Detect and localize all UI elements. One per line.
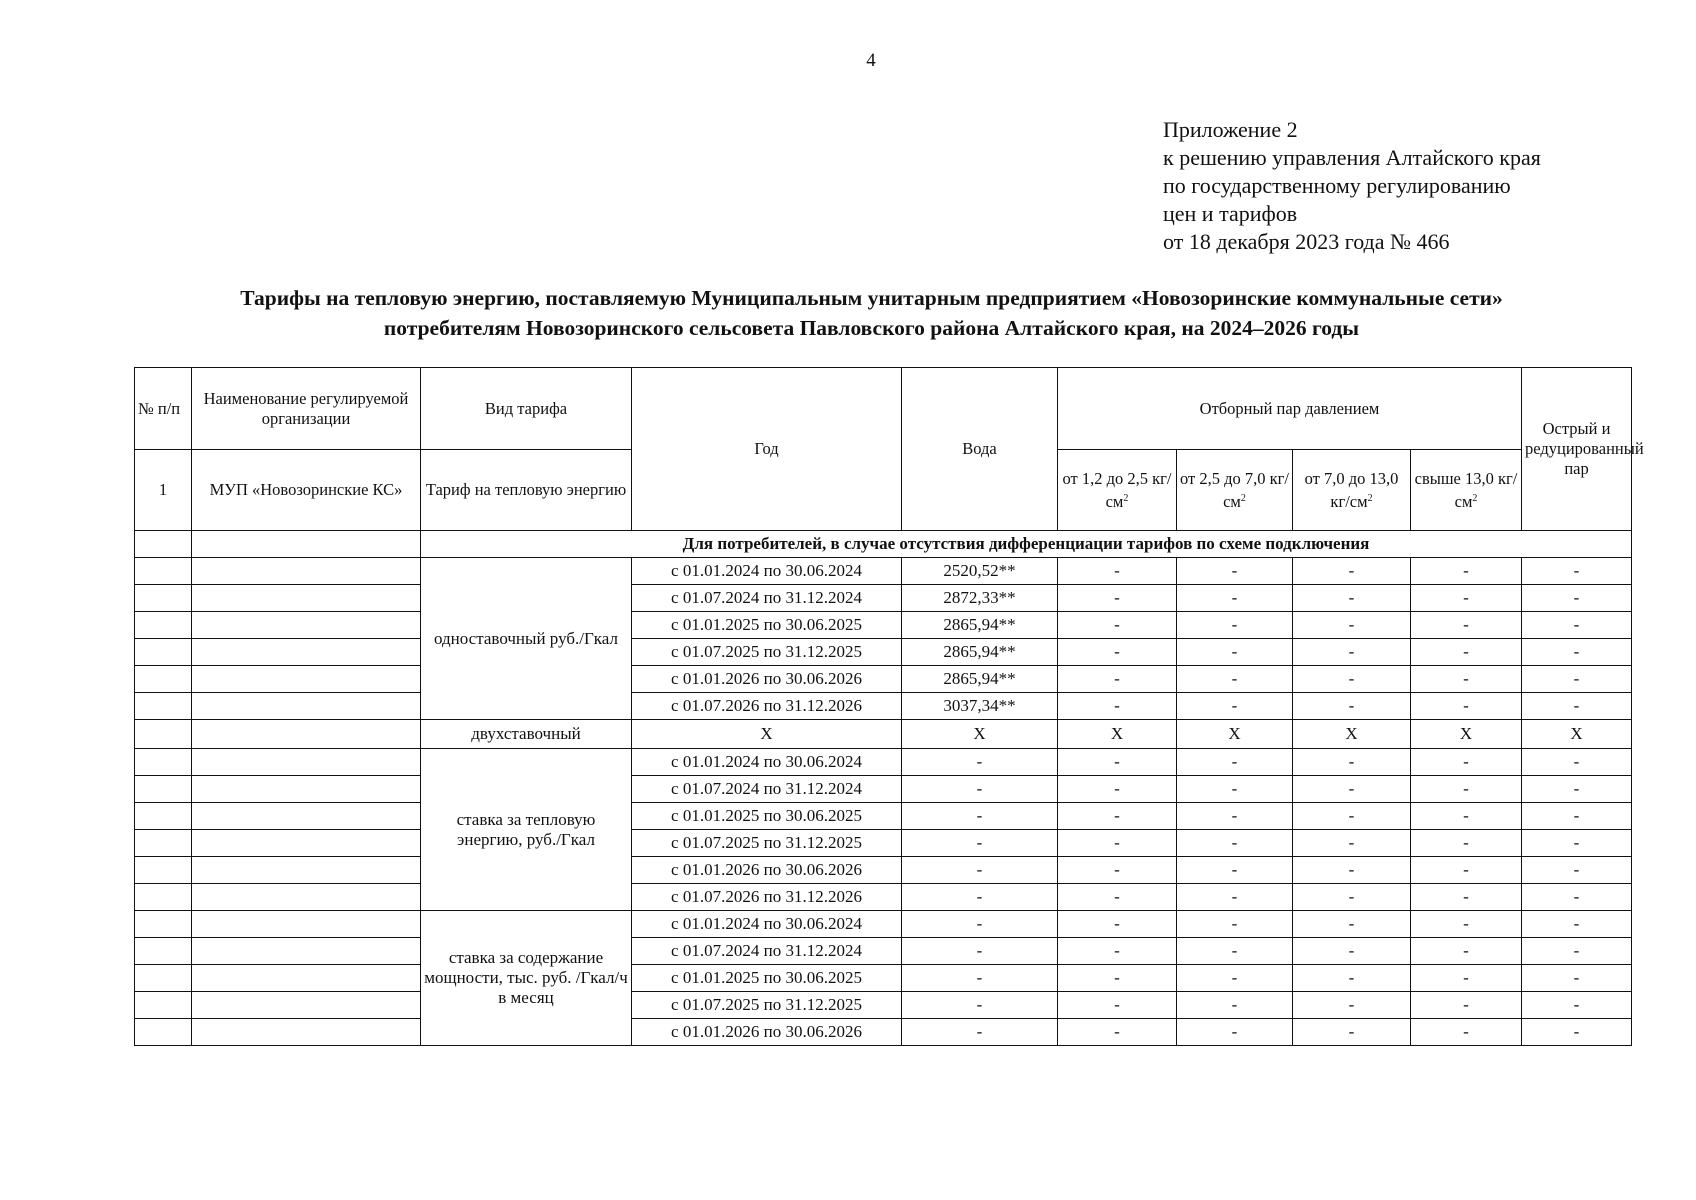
dash-cell: - xyxy=(1177,639,1293,666)
dash-cell: - xyxy=(1293,965,1411,992)
dash-cell: - xyxy=(1177,666,1293,693)
dash-cell: - xyxy=(1411,803,1522,830)
dash-cell: - xyxy=(1058,666,1177,693)
period-cell: с 01.01.2024 по 30.06.2024 xyxy=(632,558,902,585)
dash-cell: - xyxy=(1058,749,1177,776)
empty-cell xyxy=(135,693,192,720)
dash-cell: - xyxy=(1058,992,1177,1019)
header-water: Вода xyxy=(902,368,1058,531)
period-cell: с 01.07.2026 по 31.12.2026 xyxy=(632,693,902,720)
dash-cell: - xyxy=(1522,585,1632,612)
dash-cell: - xyxy=(1522,612,1632,639)
dash-cell: - xyxy=(1177,884,1293,911)
table-row xyxy=(135,857,1632,884)
appendix-line: Приложение 2 xyxy=(1163,117,1298,142)
table-row xyxy=(135,693,1632,720)
dash-cell: - xyxy=(1058,884,1177,911)
dash-cell: - xyxy=(1522,884,1632,911)
page-number: 4 xyxy=(866,50,876,71)
dash-cell: - xyxy=(1411,965,1522,992)
dash-cell: - xyxy=(1522,803,1632,830)
header-num: № п/п xyxy=(135,368,192,450)
dash-cell: - xyxy=(902,830,1058,857)
empty-cell xyxy=(135,938,192,965)
dash-cell: - xyxy=(1522,639,1632,666)
document-title xyxy=(100,283,1643,343)
org-tariff: Тариф на тепловую энергию xyxy=(421,450,632,531)
table-row xyxy=(135,830,1632,857)
period-cell: с 01.01.2025 по 30.06.2025 xyxy=(632,965,902,992)
empty-cell xyxy=(135,666,192,693)
dash-cell: - xyxy=(1411,776,1522,803)
period-cell: с 01.01.2024 по 30.06.2024 xyxy=(632,911,902,938)
period-cell: с 01.07.2026 по 31.12.2026 xyxy=(632,884,902,911)
appendix-line: от 18 декабря 2023 года № 466 xyxy=(1163,229,1450,254)
water-value: 2520,52** xyxy=(902,558,1058,585)
dash-cell: - xyxy=(1522,666,1632,693)
dash-cell: - xyxy=(1293,857,1411,884)
dash-cell: - xyxy=(1177,830,1293,857)
period-cell: с 01.01.2025 по 30.06.2025 xyxy=(632,803,902,830)
empty-cell xyxy=(192,992,421,1019)
dash-cell: - xyxy=(1177,1019,1293,1046)
dash-cell: - xyxy=(1411,666,1522,693)
dash-cell: - xyxy=(902,965,1058,992)
dash-cell: - xyxy=(1177,992,1293,1019)
dash-cell: - xyxy=(1058,693,1177,720)
dash-cell: - xyxy=(1058,803,1177,830)
empty-cell xyxy=(192,720,421,749)
header-steam-4: свыше 13,0 $кг/см^2$ xyxy=(1411,450,1522,531)
dash-cell: - xyxy=(1177,585,1293,612)
dash-cell: - xyxy=(1293,803,1411,830)
table-row xyxy=(135,558,1632,585)
dash-cell: - xyxy=(1411,693,1522,720)
dash-cell: - xyxy=(1058,965,1177,992)
empty-cell xyxy=(135,720,192,749)
dash-cell: - xyxy=(1522,558,1632,585)
dash-cell: - xyxy=(1522,965,1632,992)
water-value: 2865,94** xyxy=(902,639,1058,666)
dash-cell: - xyxy=(1522,911,1632,938)
dash-cell: - xyxy=(1411,585,1522,612)
title-line-1: Тарифы на тепловую энергию, поставляемую Муниципальным унитарным предприятием «Новозоринские коммунальные сети» xyxy=(240,286,1503,310)
dash-cell: - xyxy=(1177,612,1293,639)
empty-cell xyxy=(135,857,192,884)
empty-cell xyxy=(135,776,192,803)
appendix-line: по государственному регулированию xyxy=(1163,173,1511,198)
dash-cell: - xyxy=(1293,911,1411,938)
period-cell: с 01.07.2025 по 31.12.2025 xyxy=(632,992,902,1019)
dash-cell: - xyxy=(1293,585,1411,612)
empty-cell xyxy=(192,666,421,693)
dash-cell: - xyxy=(1177,558,1293,585)
dash-cell: - xyxy=(1058,911,1177,938)
dash-cell: - xyxy=(1411,857,1522,884)
period-cell: с 01.07.2024 по 31.12.2024 xyxy=(632,585,902,612)
water-value: 2865,94** xyxy=(902,666,1058,693)
dash-cell: - xyxy=(1293,776,1411,803)
group-two-rate: двухставочный xyxy=(421,720,632,749)
table-row xyxy=(135,992,1632,1019)
period-cell: с 01.01.2026 по 30.06.2026 xyxy=(632,1019,902,1046)
dash-cell: - xyxy=(1058,612,1177,639)
table-row xyxy=(135,585,1632,612)
table-row xyxy=(135,884,1632,911)
table-row xyxy=(135,1019,1632,1046)
dash-cell: - xyxy=(1293,830,1411,857)
dash-cell: - xyxy=(1293,884,1411,911)
empty-cell xyxy=(192,938,421,965)
dash-cell: - xyxy=(1522,1019,1632,1046)
empty-cell xyxy=(192,531,421,558)
section-label: Для потребителей, в случае отсутствия дифференциации тарифов по схеме подключения xyxy=(421,531,1632,558)
dash-cell: - xyxy=(1411,1019,1522,1046)
dash-cell: - xyxy=(1293,938,1411,965)
dash-cell: - xyxy=(1177,749,1293,776)
dash-cell: - xyxy=(902,911,1058,938)
dash-cell: - xyxy=(1058,585,1177,612)
water-value: 2865,94** xyxy=(902,612,1058,639)
dash-cell: - xyxy=(1058,938,1177,965)
dash-cell: - xyxy=(1411,830,1522,857)
dash-cell: - xyxy=(1522,776,1632,803)
dash-cell: - xyxy=(902,749,1058,776)
empty-cell xyxy=(135,992,192,1019)
table-row xyxy=(135,749,1632,776)
table-row xyxy=(135,938,1632,965)
dash-cell: - xyxy=(902,992,1058,1019)
group-heat-rate: ставка за тепловую энергию, руб./Гкал xyxy=(421,749,632,911)
empty-cell xyxy=(192,585,421,612)
dash-cell: - xyxy=(902,1019,1058,1046)
dash-cell: - xyxy=(1411,911,1522,938)
header-year: Год xyxy=(632,368,902,531)
x-cell: X xyxy=(1177,720,1293,749)
dash-cell: - xyxy=(1411,992,1522,1019)
period-cell: с 01.01.2025 по 30.06.2025 xyxy=(632,612,902,639)
empty-cell xyxy=(135,911,192,938)
period-cell: с 01.07.2024 по 31.12.2024 xyxy=(632,776,902,803)
empty-cell xyxy=(135,749,192,776)
empty-cell xyxy=(192,857,421,884)
dash-cell: - xyxy=(1411,938,1522,965)
dash-cell: - xyxy=(1177,803,1293,830)
empty-cell xyxy=(192,693,421,720)
dash-cell: - xyxy=(1522,749,1632,776)
header-org: Наименование регулируемой организации xyxy=(192,368,421,450)
dash-cell: - xyxy=(1293,693,1411,720)
table-row xyxy=(135,911,1632,938)
empty-cell xyxy=(192,612,421,639)
x-cell: X xyxy=(1411,720,1522,749)
dash-cell: - xyxy=(902,803,1058,830)
empty-cell xyxy=(192,776,421,803)
x-cell: X xyxy=(1293,720,1411,749)
empty-cell xyxy=(135,531,192,558)
dash-cell: - xyxy=(1177,938,1293,965)
table-row xyxy=(135,612,1632,639)
dash-cell: - xyxy=(1058,830,1177,857)
dash-cell: - xyxy=(1177,776,1293,803)
group-capacity-rate: ставка за содержание мощности, тыс. руб. /Гкал/ч в месяц xyxy=(421,911,632,1046)
dash-cell: - xyxy=(1058,857,1177,884)
dash-cell: - xyxy=(1058,558,1177,585)
period-cell: с 01.01.2026 по 30.06.2026 xyxy=(632,666,902,693)
header-tariff-type: Вид тарифа xyxy=(421,368,632,450)
period-cell: с 01.01.2024 по 30.06.2024 xyxy=(632,749,902,776)
empty-cell xyxy=(135,965,192,992)
empty-cell xyxy=(192,911,421,938)
x-cell: X xyxy=(1522,720,1632,749)
table-row xyxy=(135,666,1632,693)
dash-cell: - xyxy=(1411,749,1522,776)
empty-cell xyxy=(135,884,192,911)
dash-cell: - xyxy=(1411,884,1522,911)
header-steam-group: Отборный пар давлением xyxy=(1058,368,1522,450)
empty-cell xyxy=(192,965,421,992)
dash-cell: - xyxy=(1522,938,1632,965)
appendix-line: цен и тарифов xyxy=(1163,201,1298,226)
dash-cell: - xyxy=(1293,612,1411,639)
dash-cell: - xyxy=(1177,911,1293,938)
table-row xyxy=(135,803,1632,830)
header-steam-2: от 2,5 до 7,0 $кг/см^2$ xyxy=(1177,450,1293,531)
dash-cell: - xyxy=(1177,857,1293,884)
water-value: 2872,33** xyxy=(902,585,1058,612)
empty-cell xyxy=(192,639,421,666)
dash-cell: - xyxy=(1522,830,1632,857)
header-steam-1: от 1,2 до 2,5 $кг/см^2$ xyxy=(1058,450,1177,531)
period-cell: с 01.07.2024 по 31.12.2024 xyxy=(632,938,902,965)
appendix-block xyxy=(1163,116,1663,256)
period-cell: с 01.07.2025 по 31.12.2025 xyxy=(632,639,902,666)
dash-cell: - xyxy=(1058,776,1177,803)
dash-cell: - xyxy=(1058,1019,1177,1046)
period-cell: с 01.07.2025 по 31.12.2025 xyxy=(632,830,902,857)
empty-cell xyxy=(192,884,421,911)
table-row xyxy=(135,639,1632,666)
header-sharp-steam: Острый и редуцированный пар xyxy=(1522,368,1632,531)
dash-cell: - xyxy=(1522,857,1632,884)
dash-cell: - xyxy=(1522,693,1632,720)
group-single-rate: одноставочный руб./Гкал xyxy=(421,558,632,720)
empty-cell xyxy=(135,585,192,612)
dash-cell: - xyxy=(902,857,1058,884)
dash-cell: - xyxy=(1293,992,1411,1019)
org-num: 1 xyxy=(135,450,192,531)
tariff-table xyxy=(134,367,1644,1046)
empty-cell xyxy=(192,749,421,776)
dash-cell: - xyxy=(1522,992,1632,1019)
water-value: 3037,34** xyxy=(902,693,1058,720)
empty-cell xyxy=(135,830,192,857)
period-cell: с 01.01.2026 по 30.06.2026 xyxy=(632,857,902,884)
dash-cell: - xyxy=(1293,558,1411,585)
dash-cell: - xyxy=(1411,612,1522,639)
empty-cell xyxy=(192,803,421,830)
title-line-2: потребителям Новозоринского сельсовета Павловского района Алтайского края, на 2024–2026 годы xyxy=(383,316,1360,340)
empty-cell xyxy=(135,612,192,639)
dash-cell: - xyxy=(1293,666,1411,693)
empty-cell xyxy=(192,830,421,857)
x-cell: X xyxy=(1058,720,1177,749)
x-cell: X xyxy=(902,720,1058,749)
table-row xyxy=(135,776,1632,803)
empty-cell xyxy=(192,1019,421,1046)
dash-cell: - xyxy=(1411,558,1522,585)
empty-cell xyxy=(135,1019,192,1046)
table-row xyxy=(135,965,1632,992)
dash-cell: - xyxy=(1293,639,1411,666)
dash-cell: - xyxy=(902,776,1058,803)
empty-cell xyxy=(192,558,421,585)
dash-cell: - xyxy=(1058,639,1177,666)
header-steam-3: от 7,0 до 13,0 $кг/см^2$ xyxy=(1293,450,1411,531)
dash-cell: - xyxy=(1293,1019,1411,1046)
empty-cell xyxy=(135,803,192,830)
org-name: МУП «Новозоринские КС» xyxy=(192,450,421,531)
appendix-line: к решению управления Алтайского края xyxy=(1163,145,1541,170)
dash-cell: - xyxy=(1293,749,1411,776)
dash-cell: - xyxy=(1177,693,1293,720)
dash-cell: - xyxy=(1411,639,1522,666)
dash-cell: - xyxy=(902,884,1058,911)
table-row xyxy=(135,720,1632,749)
dash-cell: - xyxy=(1177,965,1293,992)
dash-cell: - xyxy=(902,938,1058,965)
empty-cell xyxy=(135,639,192,666)
empty-cell xyxy=(135,558,192,585)
x-cell: X xyxy=(632,720,902,749)
